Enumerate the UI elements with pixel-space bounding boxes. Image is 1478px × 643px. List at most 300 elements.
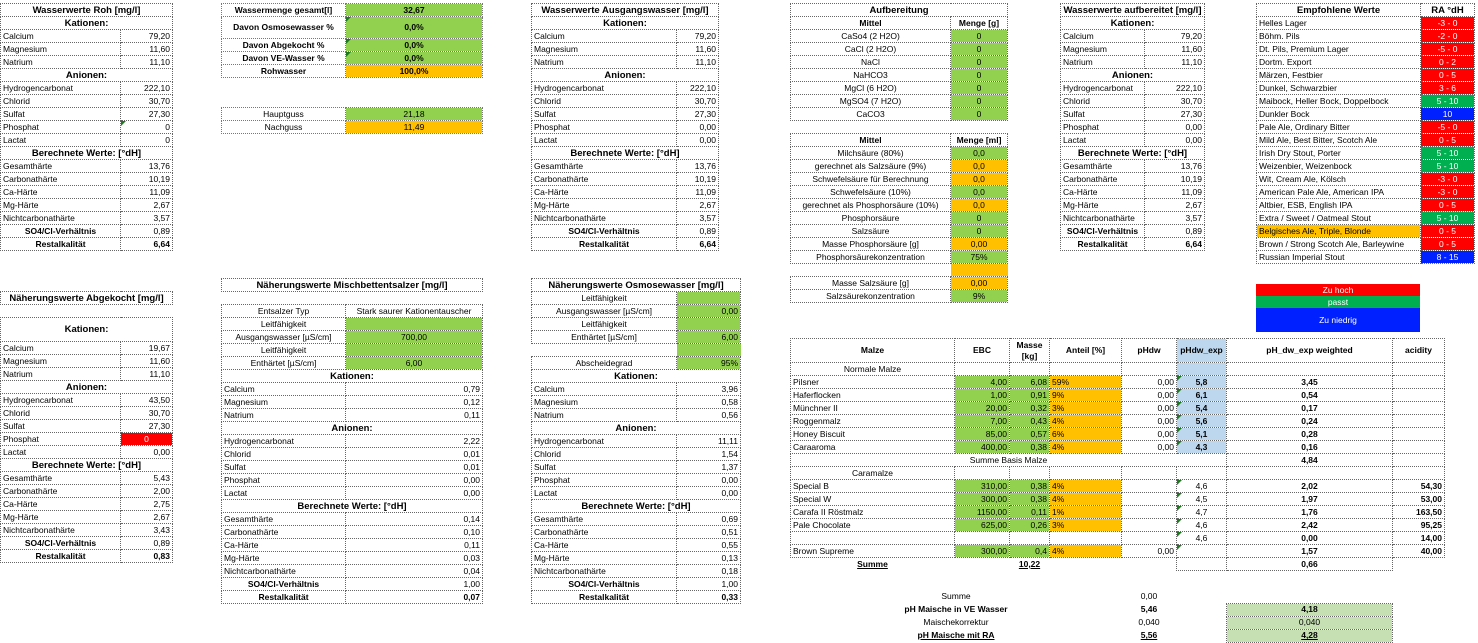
empty[interactable] <box>1393 616 1445 629</box>
saeure-input[interactable]: 75% <box>951 251 1008 264</box>
ion-value[interactable]: 30,70 <box>121 407 173 420</box>
saeure-input[interactable]: 0,0 <box>951 160 1008 173</box>
saeure-input[interactable]: 0 <box>951 225 1008 238</box>
masse[interactable] <box>1010 532 1050 545</box>
ebc[interactable]: 1,00 <box>955 389 1010 402</box>
salz-label[interactable]: CaCO3 <box>791 108 951 121</box>
empty[interactable] <box>955 558 1010 571</box>
bottom-label[interactable]: pH Maische in VE Wasser <box>904 604 1008 614</box>
beer-style[interactable]: Dunkler Bock <box>1257 108 1421 121</box>
calc-label[interactable]: Mg-Härte <box>1061 199 1145 212</box>
empty[interactable] <box>1122 363 1177 376</box>
ion-value[interactable]: 11,60 <box>1145 43 1205 56</box>
ion-value[interactable]: 0 <box>121 121 173 134</box>
calc-value[interactable]: 0,14 <box>346 513 483 526</box>
section-label[interactable]: Anionen: <box>532 422 741 435</box>
phdw[interactable]: 0,00 <box>1122 428 1177 441</box>
calc-label[interactable]: Carbonathärte <box>1 485 121 498</box>
section-label[interactable]: Anionen: <box>1061 69 1205 82</box>
calc-label[interactable]: Nichtcarbonathärte <box>532 212 677 225</box>
empty[interactable] <box>1177 467 1227 480</box>
calc-value[interactable]: 10,19 <box>121 173 173 186</box>
anteil[interactable] <box>1050 532 1122 545</box>
beer-style[interactable]: Wit, Cream Ale, Kölsch <box>1257 173 1421 186</box>
bottom-value[interactable]: 0,00 <box>1140 591 1158 602</box>
calc-label[interactable]: Mg-Härte <box>532 199 677 212</box>
empty[interactable] <box>1393 603 1445 616</box>
menge-value[interactable]: 0,0% <box>346 39 483 52</box>
leitf-value[interactable]: 6,00 <box>346 357 483 370</box>
ph-weighted[interactable]: 1,76 <box>1227 506 1393 519</box>
beer-style[interactable]: Mild Ale, Best Bitter, Scotch Ale <box>1257 134 1421 147</box>
ion-label[interactable]: Phosphat <box>532 121 677 134</box>
bottom-label[interactable]: Summe <box>941 591 971 602</box>
ra-range[interactable]: 5 - 10 <box>1421 95 1475 108</box>
masse[interactable]: 0,26 <box>1010 519 1050 532</box>
calc-value[interactable]: 2,00 <box>121 485 173 498</box>
ion-value[interactable]: 79,20 <box>677 30 719 43</box>
ion-label[interactable]: Calcium <box>222 383 346 396</box>
acidity[interactable] <box>1393 376 1445 389</box>
ion-value[interactable]: 79,20 <box>121 30 173 43</box>
phdw[interactable]: 0,00 <box>1122 441 1177 454</box>
bottom-value2[interactable] <box>1227 591 1393 604</box>
legend-1[interactable]: passt <box>1256 296 1420 308</box>
beer-style[interactable]: Russian Imperial Stout <box>1257 251 1421 264</box>
section-label[interactable]: Kationen: <box>1061 17 1205 30</box>
ion-value[interactable]: 0,00 <box>677 474 741 487</box>
anteil[interactable]: 6% <box>1050 428 1122 441</box>
guss-label[interactable]: Hauptguss <box>222 108 346 121</box>
ph-weighted[interactable]: 1,97 <box>1227 493 1393 506</box>
restalkalitaet-value[interactable]: 0,83 <box>121 550 173 563</box>
ebc[interactable]: 400,00 <box>955 441 1010 454</box>
acidity[interactable]: 95,25 <box>1393 519 1445 532</box>
ra-range[interactable]: 0 - 5 <box>1421 69 1475 82</box>
anteil[interactable]: 9% <box>1050 389 1122 402</box>
ebc[interactable]: 310,00 <box>955 480 1010 493</box>
beer-style[interactable]: American Pale Ale, American IPA <box>1257 186 1421 199</box>
ra-title[interactable]: RA °dH <box>1421 4 1475 17</box>
empty[interactable] <box>1393 363 1445 376</box>
leitf-fill[interactable] <box>346 344 483 357</box>
ion-label[interactable]: Phosphat <box>1 433 121 446</box>
empty[interactable] <box>1122 558 1177 571</box>
calc-label[interactable]: Nichtcarbonathärte <box>1061 212 1145 225</box>
empty[interactable] <box>1177 363 1227 376</box>
section-label[interactable]: Berechnete Werte: [°dH] <box>222 500 483 513</box>
spacer[interactable] <box>791 264 951 277</box>
ion-value[interactable]: 0,00 <box>677 134 719 147</box>
ra-range[interactable]: 0 - 5 <box>1421 134 1475 147</box>
menge-label[interactable]: Davon Abgekocht % <box>222 39 346 52</box>
phdw-exp[interactable]: 4,3 <box>1177 441 1227 454</box>
calc-value[interactable]: 13,76 <box>677 160 719 173</box>
ion-label[interactable]: Natrium <box>532 56 677 69</box>
ion-label[interactable]: Phosphat <box>222 474 346 487</box>
ion-label[interactable]: Lactat <box>532 487 677 500</box>
bottom-value[interactable]: 0,040 <box>1138 617 1160 627</box>
leitf-label[interactable]: Leitfähigkeit <box>532 318 677 331</box>
ion-label[interactable]: Natrium <box>1061 56 1145 69</box>
ion-value[interactable]: 0,58 <box>677 396 741 409</box>
ratio-value[interactable]: 0,89 <box>677 225 719 238</box>
salz-label[interactable]: NaHCO3 <box>791 69 951 82</box>
bottom-value2[interactable]: 4,28 <box>1227 629 1393 642</box>
phdw-exp[interactable]: 4,5 <box>1177 493 1227 506</box>
summe-weighted[interactable]: 0,66 <box>1227 558 1393 571</box>
calc-value[interactable]: 11,09 <box>677 186 719 199</box>
ph-weighted[interactable]: 0,24 <box>1227 415 1393 428</box>
ra-range[interactable]: 0 - 5 <box>1421 199 1475 212</box>
calc-value[interactable]: 5,43 <box>121 472 173 485</box>
spacer[interactable] <box>222 292 483 305</box>
empty[interactable] <box>1010 467 1050 480</box>
acidity[interactable]: 54,30 <box>1393 480 1445 493</box>
calc-value[interactable]: 2,67 <box>121 511 173 524</box>
calc-label[interactable]: Carbonathärte <box>1 173 121 186</box>
anteil[interactable]: 3% <box>1050 402 1122 415</box>
panel-title[interactable]: Aufbereitung <box>791 4 1008 17</box>
acidity[interactable] <box>1393 402 1445 415</box>
ion-value[interactable]: 11,11 <box>677 435 741 448</box>
calc-label[interactable]: Gesamthärte <box>1 160 121 173</box>
calc-label[interactable]: Nichtcarbonathärte <box>222 565 346 578</box>
bottom-label[interactable]: pH Maische mit RA <box>917 630 995 640</box>
spacer[interactable] <box>951 264 1008 277</box>
calc-label[interactable]: Ca-Härte <box>222 539 346 552</box>
ra-range[interactable]: -5 - 0 <box>1421 121 1475 134</box>
section-label[interactable]: Anionen: <box>532 69 719 82</box>
beer-style[interactable]: Böhm. Pils <box>1257 30 1421 43</box>
ion-label[interactable]: Sulfat <box>532 108 677 121</box>
calc-value[interactable]: 0,10 <box>346 526 483 539</box>
panel-title[interactable]: Näherungswerte Abgekocht [mg/l] <box>1 292 173 305</box>
ion-value[interactable]: 0,00 <box>1145 121 1205 134</box>
panel-title[interactable]: Näherungswerte Mischbettentsalzer [mg/l] <box>222 279 483 292</box>
panel-title[interactable]: Wasserwerte Ausgangswasser [mg/l] <box>532 4 719 17</box>
ratio-value[interactable]: 1,00 <box>677 578 741 591</box>
malz-name[interactable]: Münchner II <box>791 402 955 415</box>
calc-value[interactable]: 0,03 <box>346 552 483 565</box>
calc-value[interactable]: 13,76 <box>1145 160 1205 173</box>
saeure-input[interactable]: 0,00 <box>951 238 1008 251</box>
col-header[interactable]: EBC <box>955 339 1010 363</box>
ion-label[interactable]: Calcium <box>1 342 121 355</box>
calc-label[interactable]: Ca-Härte <box>1 498 121 511</box>
leitf-value[interactable]: 6,00 <box>677 331 741 344</box>
malz-name[interactable]: Caraaroma <box>791 441 955 454</box>
panel-title[interactable]: Näherungswerte Osmosewasser [mg/l] <box>532 279 741 292</box>
masse[interactable]: 0,43 <box>1010 415 1050 428</box>
panel-title[interactable]: Wasserwerte aufbereitet [mg/l] <box>1061 4 1205 17</box>
restalkalitaet-label[interactable]: Restalkalität <box>1 550 121 563</box>
ion-value[interactable]: 0 <box>121 433 173 446</box>
ratio-label[interactable]: SO4/Cl-Verhältnis <box>1 537 121 550</box>
acidity[interactable] <box>1393 441 1445 454</box>
ion-label[interactable]: Lactat <box>532 134 677 147</box>
ion-value[interactable]: 11,10 <box>121 368 173 381</box>
calc-value[interactable]: 0,04 <box>346 565 483 578</box>
empty[interactable] <box>1393 454 1445 467</box>
ion-value[interactable]: 27,30 <box>1145 108 1205 121</box>
ion-label[interactable]: Lactat <box>1061 134 1145 147</box>
leitf-label[interactable]: Enthärtet [µS/cm] <box>532 331 677 344</box>
summe-basis-label[interactable]: Summe Basis Malze <box>791 454 1227 467</box>
restalkalitaet-label[interactable]: Restalkalität <box>222 591 346 604</box>
ion-label[interactable]: Magnesium <box>1 355 121 368</box>
calc-label[interactable]: Gesamthärte <box>1 472 121 485</box>
abscheidegrad-value[interactable]: 95% <box>677 357 741 370</box>
ratio-label[interactable]: SO4/Cl-Verhältnis <box>1 225 121 238</box>
ion-label[interactable]: Calcium <box>1 30 121 43</box>
col-header[interactable]: pHdw <box>1122 339 1177 363</box>
ion-label[interactable]: Magnesium <box>1 43 121 56</box>
masse[interactable]: 0,57 <box>1010 428 1050 441</box>
col-header[interactable]: acidity <box>1393 339 1445 363</box>
beer-style[interactable]: Märzen, Festbier <box>1257 69 1421 82</box>
spacer[interactable] <box>791 571 1445 591</box>
ra-range[interactable]: 5 - 10 <box>1421 147 1475 160</box>
ebc[interactable]: 20,00 <box>955 402 1010 415</box>
calc-label[interactable]: Nichtcarbonathärte <box>532 565 677 578</box>
menge-value[interactable]: 0,0% <box>346 17 483 39</box>
salz-label[interactable]: NaCl <box>791 56 951 69</box>
beer-style[interactable]: Weizenbier, Weizenbock <box>1257 160 1421 173</box>
calc-value[interactable]: 0,51 <box>677 526 741 539</box>
ion-label[interactable]: Phosphat <box>1061 121 1145 134</box>
saeure-input[interactable]: 0,0 <box>951 173 1008 186</box>
spacer[interactable] <box>532 344 677 357</box>
header-menge[interactable]: Menge [ml] <box>951 134 1008 147</box>
ion-value[interactable]: 11,10 <box>1145 56 1205 69</box>
cara-label[interactable]: Caramalze <box>791 467 955 480</box>
section-label[interactable]: Kationen: <box>1 318 173 342</box>
saeure-label[interactable]: gerechnet als Salzsäure (9%) <box>791 160 951 173</box>
ph-weighted[interactable]: 0,16 <box>1227 441 1393 454</box>
empty[interactable] <box>1393 591 1445 604</box>
section-label[interactable]: Anionen: <box>1 381 173 394</box>
saeure-input[interactable]: 9% <box>951 290 1008 303</box>
ion-value[interactable]: 0,12 <box>346 396 483 409</box>
salz-input[interactable]: 0 <box>951 108 1008 121</box>
salz-label[interactable]: CaCl (2 H2O) <box>791 43 951 56</box>
ra-range[interactable]: 10 <box>1421 108 1475 121</box>
section-label[interactable]: Berechnete Werte: [°dH] <box>1061 147 1205 160</box>
ra-range[interactable]: -2 - 0 <box>1421 30 1475 43</box>
calc-label[interactable]: Mg-Härte <box>222 552 346 565</box>
ion-value[interactable]: 0,79 <box>346 383 483 396</box>
ratio-value[interactable]: 1,00 <box>346 578 483 591</box>
calc-label[interactable]: Ca-Härte <box>532 539 677 552</box>
menge-value[interactable]: 100,0% <box>346 65 483 78</box>
saeure-input[interactable]: 0,0 <box>951 147 1008 160</box>
acidity[interactable] <box>1393 428 1445 441</box>
acidity[interactable]: 40,00 <box>1393 545 1445 558</box>
leitf-value[interactable]: 700,00 <box>346 331 483 344</box>
ebc[interactable]: 300,00 <box>955 493 1010 506</box>
calc-value[interactable]: 10,19 <box>677 173 719 186</box>
panel-title[interactable]: Wasserwerte Roh [mg/l] <box>1 4 173 17</box>
phdw-exp[interactable]: 4,7 <box>1177 506 1227 519</box>
ion-value[interactable]: 222,10 <box>677 82 719 95</box>
leitf-label[interactable]: Leitfähigkeit <box>222 318 346 331</box>
col-header[interactable]: Masse [kg] <box>1010 339 1050 363</box>
leitf-label[interactable]: Enthärtet [µS/cm] <box>222 357 346 370</box>
section-label[interactable]: Berechnete Werte: [°dH] <box>1 459 173 472</box>
guss-value[interactable]: 11,49 <box>346 121 483 134</box>
summe-label[interactable]: Summe <box>857 558 888 569</box>
ion-value[interactable]: 222,10 <box>121 82 173 95</box>
ion-label[interactable]: Hydrogencarbonat <box>1 394 121 407</box>
ion-label[interactable]: Calcium <box>1061 30 1145 43</box>
phdw[interactable] <box>1122 532 1177 545</box>
abscheidegrad-label[interactable]: Abscheidegrad <box>532 357 677 370</box>
ion-value[interactable]: 1,37 <box>677 461 741 474</box>
ion-value[interactable]: 0,11 <box>346 409 483 422</box>
calc-value[interactable]: 10,19 <box>1145 173 1205 186</box>
ratio-value[interactable]: 0,89 <box>121 537 173 550</box>
ion-label[interactable]: Chlorid <box>222 448 346 461</box>
calc-value[interactable]: 3,57 <box>1145 212 1205 225</box>
malz-name[interactable]: Special W <box>791 493 955 506</box>
anteil[interactable]: 4% <box>1050 493 1122 506</box>
leitf-value[interactable]: 0,00 <box>677 305 741 318</box>
ion-label[interactable]: Chlorid <box>532 448 677 461</box>
section-label[interactable]: Berechnete Werte: [°dH] <box>1 147 173 160</box>
ebc[interactable]: 1150,00 <box>955 506 1010 519</box>
header-mittel[interactable]: Mittel <box>791 134 951 147</box>
summe-basis-value[interactable]: 4,84 <box>1227 454 1393 467</box>
ebc[interactable]: 4,00 <box>955 376 1010 389</box>
section-label[interactable]: Kationen: <box>222 370 483 383</box>
ion-label[interactable]: Hydrogencarbonat <box>1 82 121 95</box>
saeure-label[interactable]: Schwefelsäure für Berechnung <box>791 173 951 186</box>
ph-weighted[interactable]: 3,45 <box>1227 376 1393 389</box>
ion-value[interactable]: 27,30 <box>677 108 719 121</box>
saeure-input[interactable]: 0,0 <box>951 199 1008 212</box>
calc-value[interactable]: 0,13 <box>677 552 741 565</box>
restalkalitaet-label[interactable]: Restalkalität <box>1 238 121 251</box>
phdw[interactable]: 0,00 <box>1122 389 1177 402</box>
ratio-value[interactable]: 0,89 <box>121 225 173 238</box>
saeure-label[interactable]: Milchsäure (80%) <box>791 147 951 160</box>
ra-range[interactable]: 0 - 2 <box>1421 56 1475 69</box>
saeure-label[interactable]: Salzsäurekonzentration <box>791 290 951 303</box>
calc-value[interactable]: 0,55 <box>677 539 741 552</box>
phdw[interactable]: 0,00 <box>1122 545 1177 558</box>
phdw-exp[interactable]: 5,8 <box>1177 376 1227 389</box>
ion-value[interactable]: 30,70 <box>677 95 719 108</box>
beer-style[interactable]: Pale Ale, Ordinary Bitter <box>1257 121 1421 134</box>
ion-label[interactable]: Magnesium <box>532 396 677 409</box>
restalkalitaet-label[interactable]: Restalkalität <box>532 591 677 604</box>
ion-label[interactable]: Hydrogencarbonat <box>1061 82 1145 95</box>
ion-value[interactable]: 0,00 <box>121 446 173 459</box>
beer-style[interactable]: Brown / Strong Scotch Ale, Barleywine <box>1257 238 1421 251</box>
calc-label[interactable]: Mg-Härte <box>532 552 677 565</box>
ion-value[interactable]: 0,00 <box>677 121 719 134</box>
calc-value[interactable]: 11,09 <box>1145 186 1205 199</box>
calc-value[interactable]: 3,57 <box>677 212 719 225</box>
empty[interactable] <box>1393 467 1445 480</box>
ion-value[interactable]: 27,30 <box>121 420 173 433</box>
guss-value[interactable]: 21,18 <box>346 108 483 121</box>
phdw[interactable]: 0,00 <box>1122 376 1177 389</box>
ra-range[interactable]: -5 - 0 <box>1421 43 1475 56</box>
calc-label[interactable]: Nichtcarbonathärte <box>1 212 121 225</box>
legend-0[interactable]: Zu hoch <box>1256 284 1420 296</box>
ion-label[interactable]: Hydrogencarbonat <box>532 435 677 448</box>
restalkalitaet-value[interactable]: 6,64 <box>677 238 719 251</box>
bottom-value2[interactable]: 4,18 <box>1227 603 1393 616</box>
anteil[interactable]: 4% <box>1050 480 1122 493</box>
phdw-exp[interactable] <box>1177 545 1227 558</box>
menge-value[interactable]: 0,0% <box>346 52 483 65</box>
ion-label[interactable]: Phosphat <box>532 474 677 487</box>
ra-range[interactable]: -3 - 0 <box>1421 186 1475 199</box>
calc-label[interactable]: Gesamthärte <box>532 513 677 526</box>
ion-value[interactable]: 0,00 <box>677 487 741 500</box>
empty[interactable] <box>1227 467 1393 480</box>
empty[interactable] <box>1050 467 1122 480</box>
leitf-fill[interactable] <box>346 318 483 331</box>
col-header[interactable]: pH_dw_exp weighted <box>1227 339 1393 363</box>
ra-range[interactable]: -3 - 0 <box>1421 17 1475 30</box>
malz-name[interactable]: Pale Chocolate <box>791 519 955 532</box>
saeure-input[interactable]: 0,0 <box>951 186 1008 199</box>
anteil[interactable]: 3% <box>1050 519 1122 532</box>
phdw[interactable] <box>1122 506 1177 519</box>
entsalzer-typ-value[interactable]: Stark saurer Kationentauscher <box>346 305 483 318</box>
ion-value[interactable]: 43,50 <box>121 394 173 407</box>
restalkalitaet-value[interactable]: 0,07 <box>346 591 483 604</box>
section-label[interactable]: Kationen: <box>532 17 719 30</box>
bottom-value[interactable]: 5,56 <box>1140 630 1158 640</box>
phdw-exp[interactable]: 4,6 <box>1177 532 1227 545</box>
leitf-label[interactable]: Leitfähigkeit <box>532 292 677 305</box>
beer-style[interactable]: Dortm. Export <box>1257 56 1421 69</box>
ratio-value[interactable]: 0,89 <box>1145 225 1205 238</box>
beer-style[interactable]: Dt. Pils, Premium Lager <box>1257 43 1421 56</box>
calc-label[interactable]: Gesamthärte <box>532 160 677 173</box>
ra-range[interactable]: 5 - 10 <box>1421 212 1475 225</box>
calc-label[interactable]: Ca-Härte <box>532 186 677 199</box>
ion-value[interactable]: 27,30 <box>121 108 173 121</box>
calc-value[interactable]: 2,67 <box>677 199 719 212</box>
empty[interactable] <box>1122 467 1177 480</box>
ion-label[interactable]: Phosphat <box>1 121 121 134</box>
col-header[interactable]: pHdw_exp <box>1177 339 1227 363</box>
ph-weighted[interactable]: 2,02 <box>1227 480 1393 493</box>
malz-name[interactable]: Special B <box>791 480 955 493</box>
spacer[interactable] <box>791 121 1008 134</box>
calc-value[interactable]: 2,67 <box>1145 199 1205 212</box>
salz-input[interactable]: 0 <box>951 30 1008 43</box>
ion-label[interactable]: Lactat <box>222 487 346 500</box>
ion-value[interactable]: 11,60 <box>121 43 173 56</box>
phdw[interactable]: 0,00 <box>1122 402 1177 415</box>
acidity[interactable]: 53,00 <box>1393 493 1445 506</box>
calc-label[interactable]: Ca-Härte <box>1 186 121 199</box>
menge-label[interactable]: Wassermenge gesamt[l] <box>222 4 346 17</box>
salz-input[interactable]: 0 <box>951 69 1008 82</box>
ion-label[interactable]: Sulfat <box>1 108 121 121</box>
ion-label[interactable]: Hydrogencarbonat <box>222 435 346 448</box>
saeure-label[interactable]: gerechnet als Phosphorsäure (10%) <box>791 199 951 212</box>
ion-value[interactable]: 0,01 <box>346 461 483 474</box>
ion-label[interactable]: Natrium <box>532 409 677 422</box>
